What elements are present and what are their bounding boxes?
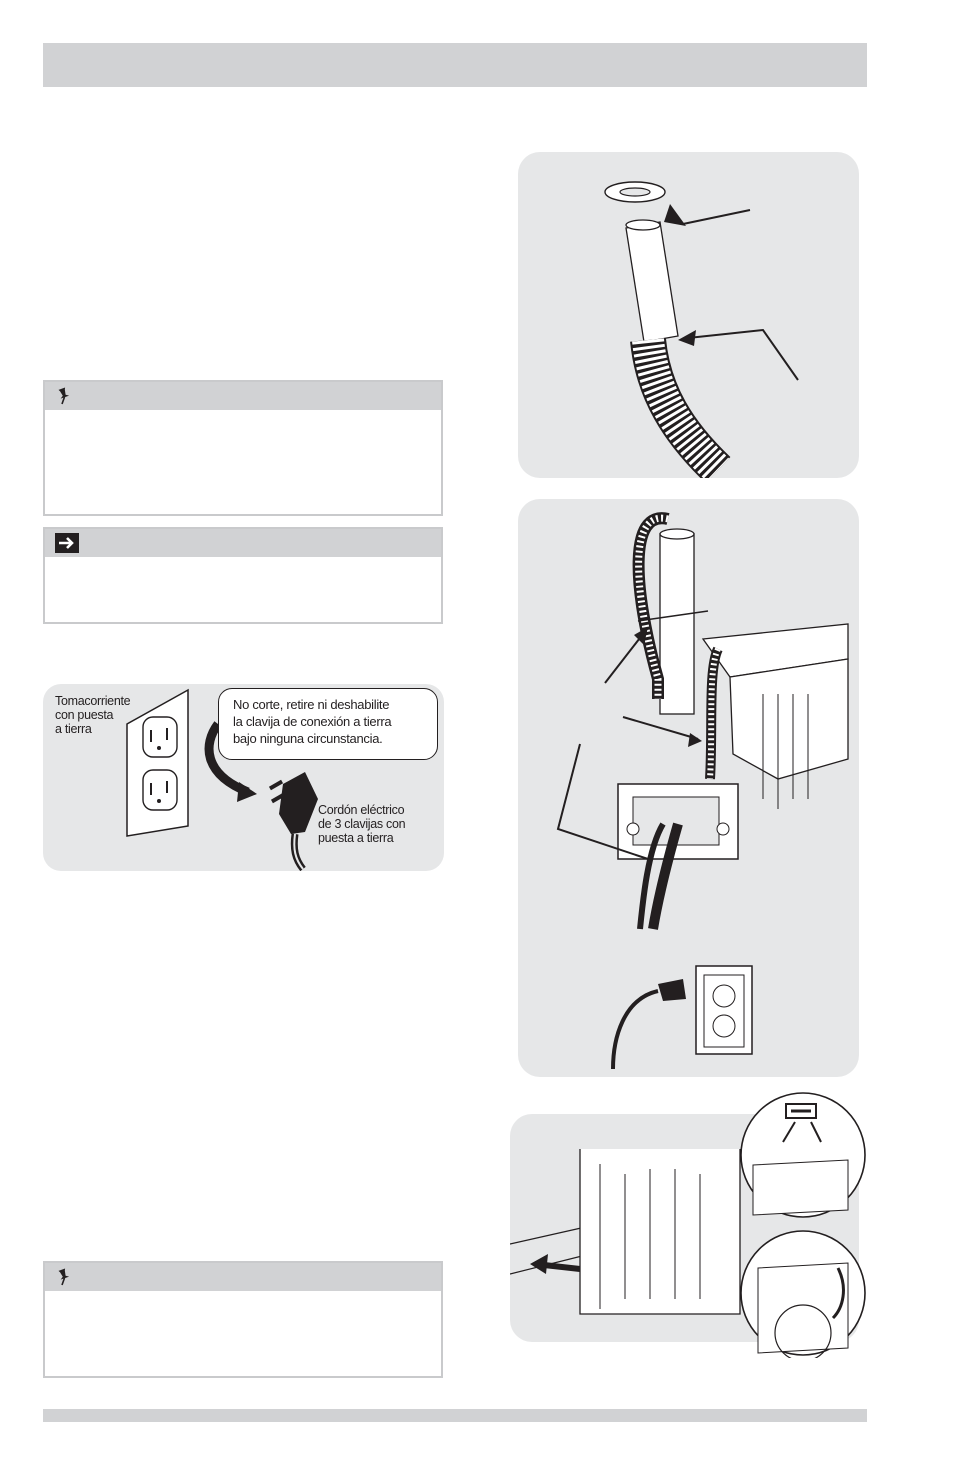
outlet-label [55,694,130,736]
tip-box [43,527,443,624]
right-arrow-icon [55,533,79,553]
pushpin-icon [55,1267,75,1287]
drain-hose-illustration [518,152,859,478]
magnifier-top [738,1090,868,1220]
note-box-top [43,380,443,516]
standpipe-figure-panel [518,499,859,1077]
magnifier-bottom [738,1228,868,1358]
note-box-header [45,382,441,410]
cord-label-line: de 3 clavijas con [318,817,406,831]
cord-label-line: puesta a tierra [318,831,394,845]
warning-callout-text [233,696,433,747]
standpipe-illustration [518,499,859,1077]
outlet-label-line: con puesta [55,708,114,722]
three-prong-plug [269,772,318,834]
pushpin-icon [55,386,75,406]
warning-line: No corte, retire ni deshabilite [233,697,390,712]
warning-line: la clavija de conexión a tierra [233,714,392,729]
cord-label [318,803,405,845]
tip-box-header [45,529,441,557]
note-box-bottom [43,1261,443,1378]
drain-hose-figure-panel [518,152,859,478]
outlet-label-line: a tierra [55,722,92,736]
outlet-label-line: Tomacorriente [55,694,131,708]
header-bar [43,43,867,87]
warning-line: bajo ninguna circunstancia. [233,731,383,746]
cord-label-line: Cordón eléctrico [318,803,405,817]
note-box-header [45,1263,441,1291]
footer-bar [43,1409,867,1422]
